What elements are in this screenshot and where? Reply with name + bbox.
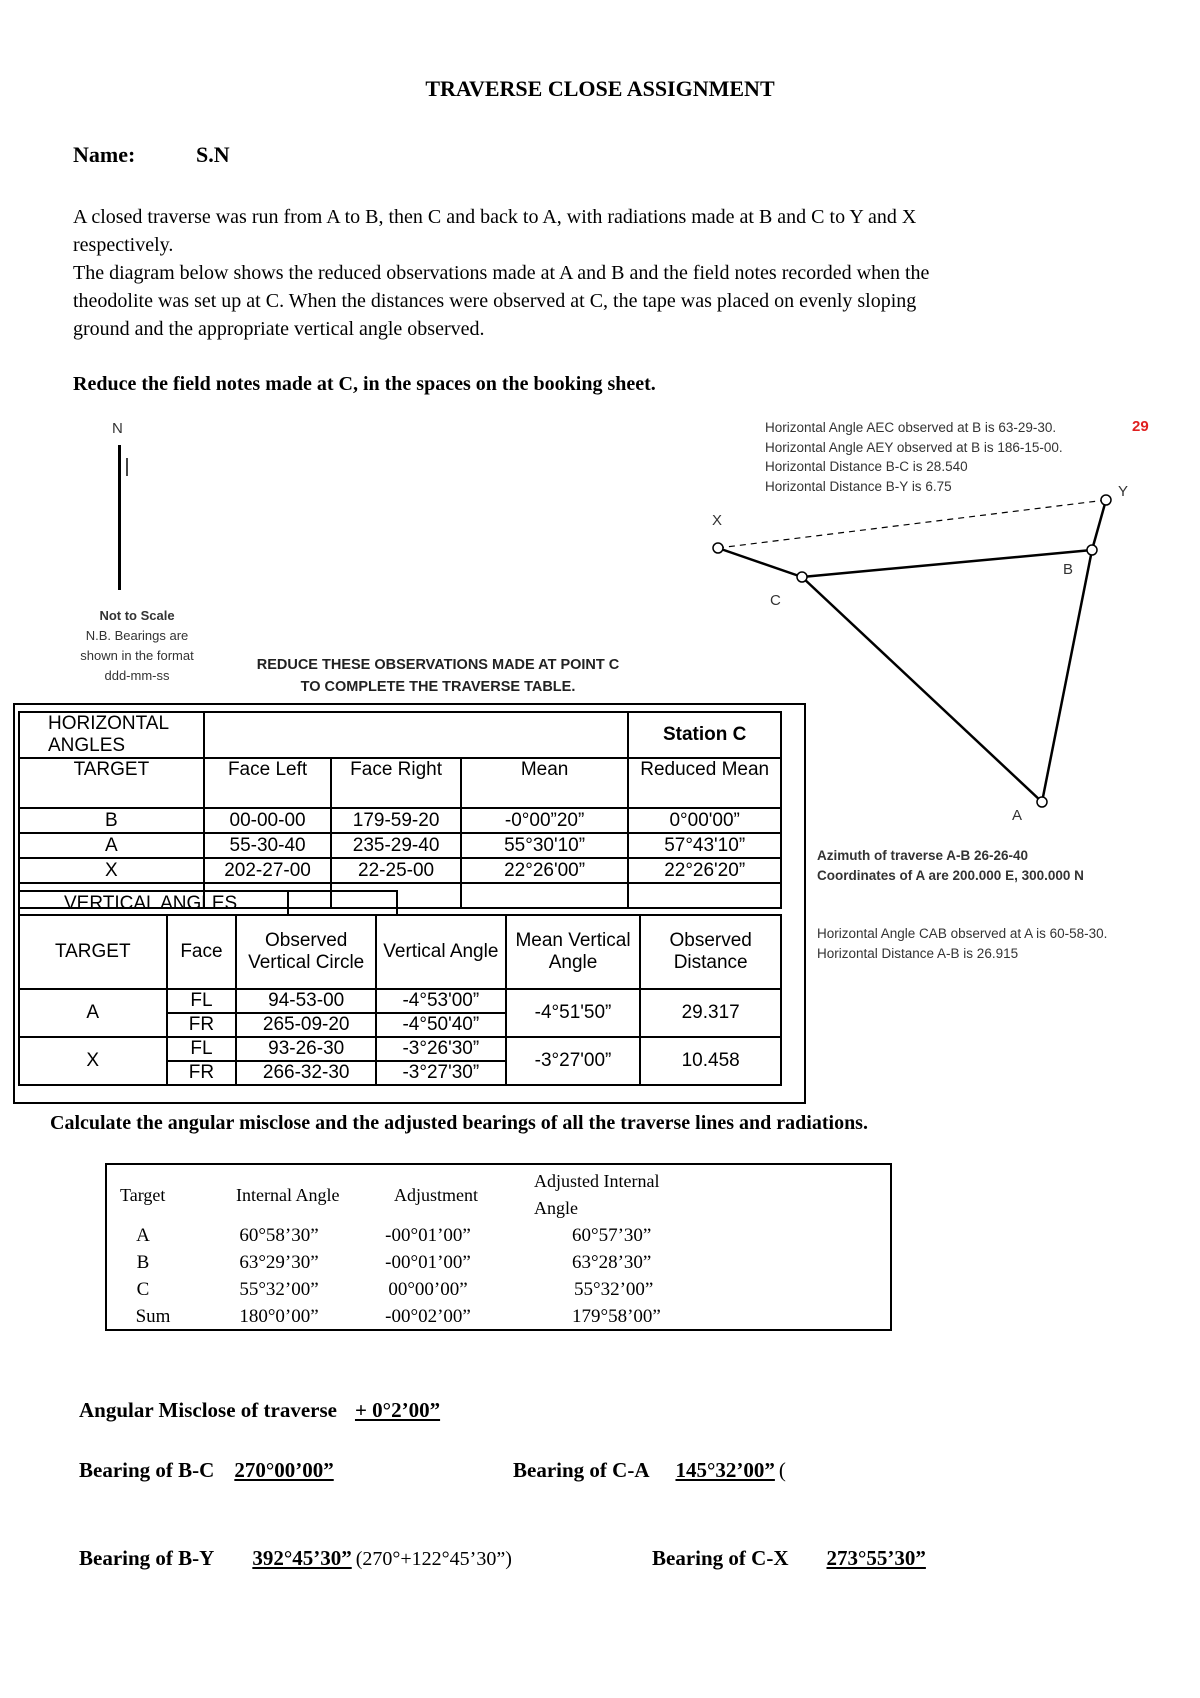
bearing-ca-suffix: ( <box>778 1458 786 1482</box>
col-header: Vertical Angle <box>376 915 506 989</box>
cell: C <box>136 1279 150 1300</box>
cell: -00°01’00” <box>385 1225 471 1246</box>
cell: 266-32-30 <box>236 1061 376 1085</box>
reduce-heading <box>218 654 658 698</box>
intro-line: respectively. <box>73 234 174 256</box>
reduce-heading-line: TO COMPLETE THE TRAVERSE TABLE. <box>300 679 576 695</box>
cell: 63°29’30” <box>239 1252 319 1273</box>
bearing-ca-row <box>513 1458 786 1483</box>
bearing-ca-value: 145°32’00” <box>675 1458 775 1482</box>
note-line: Horizontal Angle AEC observed at B is 63-29-30. <box>765 420 1057 435</box>
azimuth-line: Coordinates of A are 200.000 E, 300.000 N <box>817 868 1084 883</box>
vertical-header-strip <box>18 890 398 915</box>
point-b-icon <box>1087 545 1097 555</box>
intro-line: A closed traverse was run from A to B, then C and back to A, with radiations made at B and C to Y and X <box>73 206 917 228</box>
bearing-cx-value: 273°55’30” <box>826 1546 926 1570</box>
table-row <box>120 1303 698 1330</box>
cell: 60°58’30” <box>239 1225 319 1246</box>
cell: B <box>19 808 204 833</box>
cell: 00-00-00 <box>204 808 332 833</box>
col-header: Face Left <box>204 758 332 808</box>
intro-line: ground and the appropriate vertical angle observed. <box>73 318 485 340</box>
label-y: Y <box>1118 483 1129 500</box>
vertical-angles-table <box>18 914 782 1086</box>
col-header: Adjusted Internal Angle <box>534 1171 660 1218</box>
cell: -3°27'00” <box>506 1037 641 1085</box>
label-c: C <box>770 592 781 609</box>
bearing-by-label: Bearing of B-Y <box>79 1546 215 1570</box>
line-b-y <box>1092 500 1106 550</box>
bearing-bc-row <box>79 1458 334 1483</box>
cell: 55-30-40 <box>204 833 332 858</box>
line-c-x <box>718 548 802 577</box>
cell: -00°01’00” <box>385 1252 471 1273</box>
bearing-bc-label: Bearing of B-C <box>79 1458 215 1482</box>
cell: -0°00”20” <box>461 808 629 833</box>
cell: -00°02’00” <box>385 1306 471 1327</box>
north-label: N <box>112 420 123 437</box>
cell: X <box>19 858 204 883</box>
cell: FL <box>167 989 237 1013</box>
horizontal-angles-table <box>18 711 782 909</box>
page-title: TRAVERSE CLOSE ASSIGNMENT <box>425 76 775 101</box>
cell: A <box>19 833 204 858</box>
col-header: Adjustment <box>394 1184 478 1205</box>
cell: 55°30'10” <box>461 833 629 858</box>
table-row <box>120 1249 698 1276</box>
cell: 29.317 <box>640 989 781 1037</box>
note-line: Horizontal Angle AEY observed at B is 186-15-00. <box>765 439 1063 455</box>
label-a: A <box>1012 807 1023 820</box>
line-a-b <box>1042 550 1092 802</box>
col-header: Observed Vertical Circle <box>236 915 376 989</box>
cell: 179-59-20 <box>331 808 461 833</box>
col-header: Internal Angle <box>236 1184 340 1205</box>
scale-note <box>72 606 202 686</box>
reduce-heading-line: REDUCE THESE OBSERVATIONS MADE AT POINT C <box>256 657 620 673</box>
cell: -3°26'30” <box>376 1037 506 1061</box>
azimuth-note <box>817 846 1084 886</box>
line-c-a <box>802 577 1042 802</box>
north-arrow-icon <box>118 445 121 590</box>
col-header: Face <box>167 915 237 989</box>
cell: B <box>136 1252 150 1273</box>
cell: 00°00’00” <box>388 1279 468 1300</box>
point-c-icon <box>797 572 807 582</box>
bearing-by-row <box>79 1546 512 1571</box>
vertical-header-blank <box>288 891 397 915</box>
cell: 180°0’00” <box>239 1306 319 1327</box>
cell: FR <box>167 1013 237 1037</box>
table-row <box>19 808 781 833</box>
cell: -4°53'00” <box>376 989 506 1013</box>
adjustment-table <box>120 1168 698 1330</box>
cell: 55°32’00” <box>239 1279 319 1300</box>
cell: 202-27-00 <box>204 858 332 883</box>
table-row <box>120 1276 698 1303</box>
bearing-by-note: (270°+122°45’30”) <box>355 1548 512 1570</box>
col-header: TARGET <box>19 758 204 808</box>
cell: 22°26'20” <box>628 858 781 883</box>
vertical-header: VERTICAL ANGLES <box>19 891 288 915</box>
cell: 22-25-00 <box>331 858 461 883</box>
misclose-label: Angular Misclose of traverse <box>79 1398 337 1422</box>
table-row <box>19 1037 781 1061</box>
cell: -3°27'30” <box>376 1061 506 1085</box>
table-row <box>19 833 781 858</box>
horizontal-header: HORIZONTAL ANGLES <box>19 712 204 758</box>
station-a-notes <box>817 924 1107 963</box>
scale-note-line: shown in the format <box>80 648 194 663</box>
cell: -4°50'40” <box>376 1013 506 1037</box>
bearing-by-value: 392°45’30” <box>252 1546 352 1570</box>
instruction: Reduce the field notes made at C, in the spaces on the booking sheet. <box>73 373 656 395</box>
cell: 63°28’30” <box>572 1252 652 1273</box>
point-y-icon <box>1101 495 1111 505</box>
scale-note-line: N.B. Bearings are <box>85 628 189 643</box>
table-row <box>19 858 781 883</box>
col-header: Mean Vertical Angle <box>506 915 641 989</box>
intro-line: The diagram below shows the reduced observations made at A and B and the field notes recorded when the <box>73 262 930 284</box>
cell: 94-53-00 <box>236 989 376 1013</box>
cell: FL <box>167 1037 237 1061</box>
cell: A <box>136 1225 150 1246</box>
name-value: S.N <box>196 142 230 167</box>
note-line: Horizontal Angle CAB observed at A is 60-58-30. <box>817 926 1108 941</box>
note-line: Horizontal Distance A-B is 26.915 <box>817 945 1019 961</box>
bearing-cx-row <box>652 1546 926 1571</box>
note-line: Horizontal Distance B-C is 28.540 <box>765 459 968 474</box>
cell: 265-09-20 <box>236 1013 376 1037</box>
col-header: Face Right <box>331 758 461 808</box>
col-header: Mean <box>461 758 629 808</box>
calc-instruction: Calculate the angular misclose and the adjusted bearings of all the traverse lines and radiations. <box>50 1112 868 1134</box>
cell: Sum <box>135 1306 171 1327</box>
col-header: TARGET <box>19 915 167 989</box>
label-x: X <box>712 512 723 529</box>
cell: 55°32’00” <box>574 1279 654 1300</box>
name-label: Name: <box>73 142 136 167</box>
cell: -4°51'50” <box>506 989 641 1037</box>
cell: 22°26'00” <box>461 858 629 883</box>
radiation-line-x-y <box>718 500 1106 548</box>
misclose-row <box>79 1398 440 1423</box>
cell: 60°57’30” <box>572 1225 652 1246</box>
page-marker: 29 <box>1132 418 1149 435</box>
horizontal-header-blank <box>204 712 629 758</box>
table-row <box>120 1222 698 1249</box>
cell: 57°43'10” <box>628 833 781 858</box>
intro-paragraph <box>73 203 1133 343</box>
cell: X <box>19 1037 167 1085</box>
cell: 93-26-30 <box>236 1037 376 1061</box>
azimuth-line: Azimuth of traverse A-B 26-26-40 <box>817 848 1029 863</box>
label-b: B <box>1063 561 1074 578</box>
intro-line: theodolite was set up at C. When the distances were observed at C, the tape was placed on evenly sloping <box>73 290 917 312</box>
point-a-icon <box>1037 797 1047 807</box>
col-header: Target <box>120 1184 166 1205</box>
line-b-c <box>802 550 1092 577</box>
col-header: Reduced Mean <box>628 758 781 808</box>
cell: 10.458 <box>640 1037 781 1085</box>
cell: FR <box>167 1061 237 1085</box>
point-x-icon <box>713 543 723 553</box>
cell: A <box>19 989 167 1037</box>
north-tick-icon <box>126 458 128 476</box>
note-line: Horizontal Distance B-Y is 6.75 <box>765 478 952 494</box>
col-header: Observed Distance <box>640 915 781 989</box>
scale-note-line: ddd-mm-ss <box>104 668 170 683</box>
bearing-ca-label: Bearing of C-A <box>513 1458 650 1482</box>
cell: 179°58’00” <box>572 1306 661 1327</box>
cell: 235-29-40 <box>331 833 461 858</box>
cell: 0°00'00” <box>628 808 781 833</box>
station-label: Station C <box>628 712 781 758</box>
misclose-value: + 0°2’00” <box>354 1398 441 1422</box>
table-row <box>19 989 781 1013</box>
scale-note-line: Not to Scale <box>99 608 175 623</box>
bearing-bc-value: 270°00’00” <box>234 1458 334 1482</box>
bearing-cx-label: Bearing of C-X <box>652 1546 789 1570</box>
